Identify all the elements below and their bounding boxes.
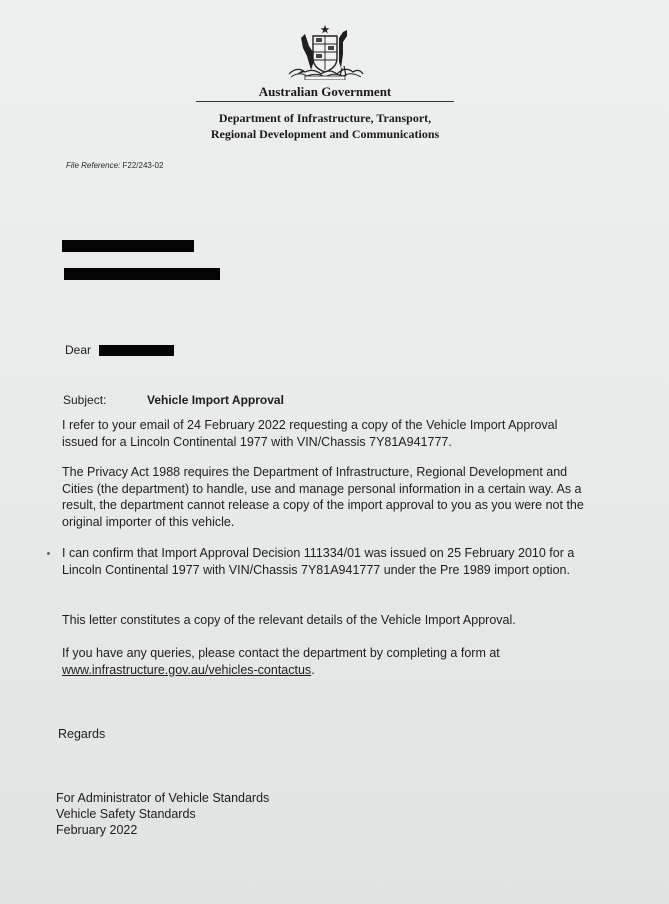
signature-line-2: Vehicle Safety Standards xyxy=(56,807,196,821)
closing: Regards xyxy=(58,727,106,741)
salutation xyxy=(65,343,91,357)
queries-end: . xyxy=(311,662,315,677)
coat-of-arms-icon xyxy=(283,24,367,80)
paragraph-request: I refer to your email of 24 February 2022 requesting a copy of the Vehicle Import Approval issued for a Lincoln Continental 1977 with VIN/Chassis 7Y81A941777. xyxy=(62,418,558,449)
signature-line-1: For Administrator of Vehicle Standards xyxy=(56,791,270,805)
file-reference-label: File Reference: xyxy=(66,161,121,170)
subject-label: Subject: xyxy=(63,393,107,407)
salutation-text: Dear xyxy=(65,343,92,357)
paragraph-constitutes: This letter constitutes a copy of the relevant details of the Vehicle Import Approval. xyxy=(62,613,516,627)
file-reference-number: F22/243-02 xyxy=(122,161,164,170)
paragraph-privacy: The Privacy Act 1988 requires the Department of Infrastructure, Regional Development and Cities (the department) to handle, use and manage personal information in a certain way. As a result, the department cannot release a copy of the import approval to you as you were not the original importer of this vehicle. xyxy=(62,465,584,529)
contact-link[interactable]: www.infrastructure.gov.au/vehicles-contactus xyxy=(62,662,312,677)
redacted-recipient-name xyxy=(62,240,194,252)
government-name: Australian Government xyxy=(258,84,392,99)
margin-mark xyxy=(47,552,50,555)
department-line-2: Regional Development and Communications xyxy=(210,127,440,141)
paragraph-confirmation: I can confirm that Import Approval Decision 111334/01 was issued on 25 February 2010 for a Lincoln Continental 1977 with VIN/Chassis 7Y81A941777 under the Pre 1989 import option. xyxy=(62,546,575,577)
header-divider xyxy=(196,101,454,102)
signature-date: February 2022 xyxy=(56,823,138,837)
department-name xyxy=(196,110,454,142)
redacted-recipient-address xyxy=(64,268,220,280)
paragraph-queries xyxy=(62,645,590,678)
department-line-1: Department of Infrastructure, Transport, xyxy=(218,111,432,125)
redacted-salutation-name xyxy=(99,345,174,356)
file-reference xyxy=(66,161,163,170)
queries-text: If you have any queries, please contact the department by completing a form at xyxy=(62,646,500,660)
subject-value: Vehicle Import Approval xyxy=(147,393,284,407)
signature-block xyxy=(56,790,269,838)
